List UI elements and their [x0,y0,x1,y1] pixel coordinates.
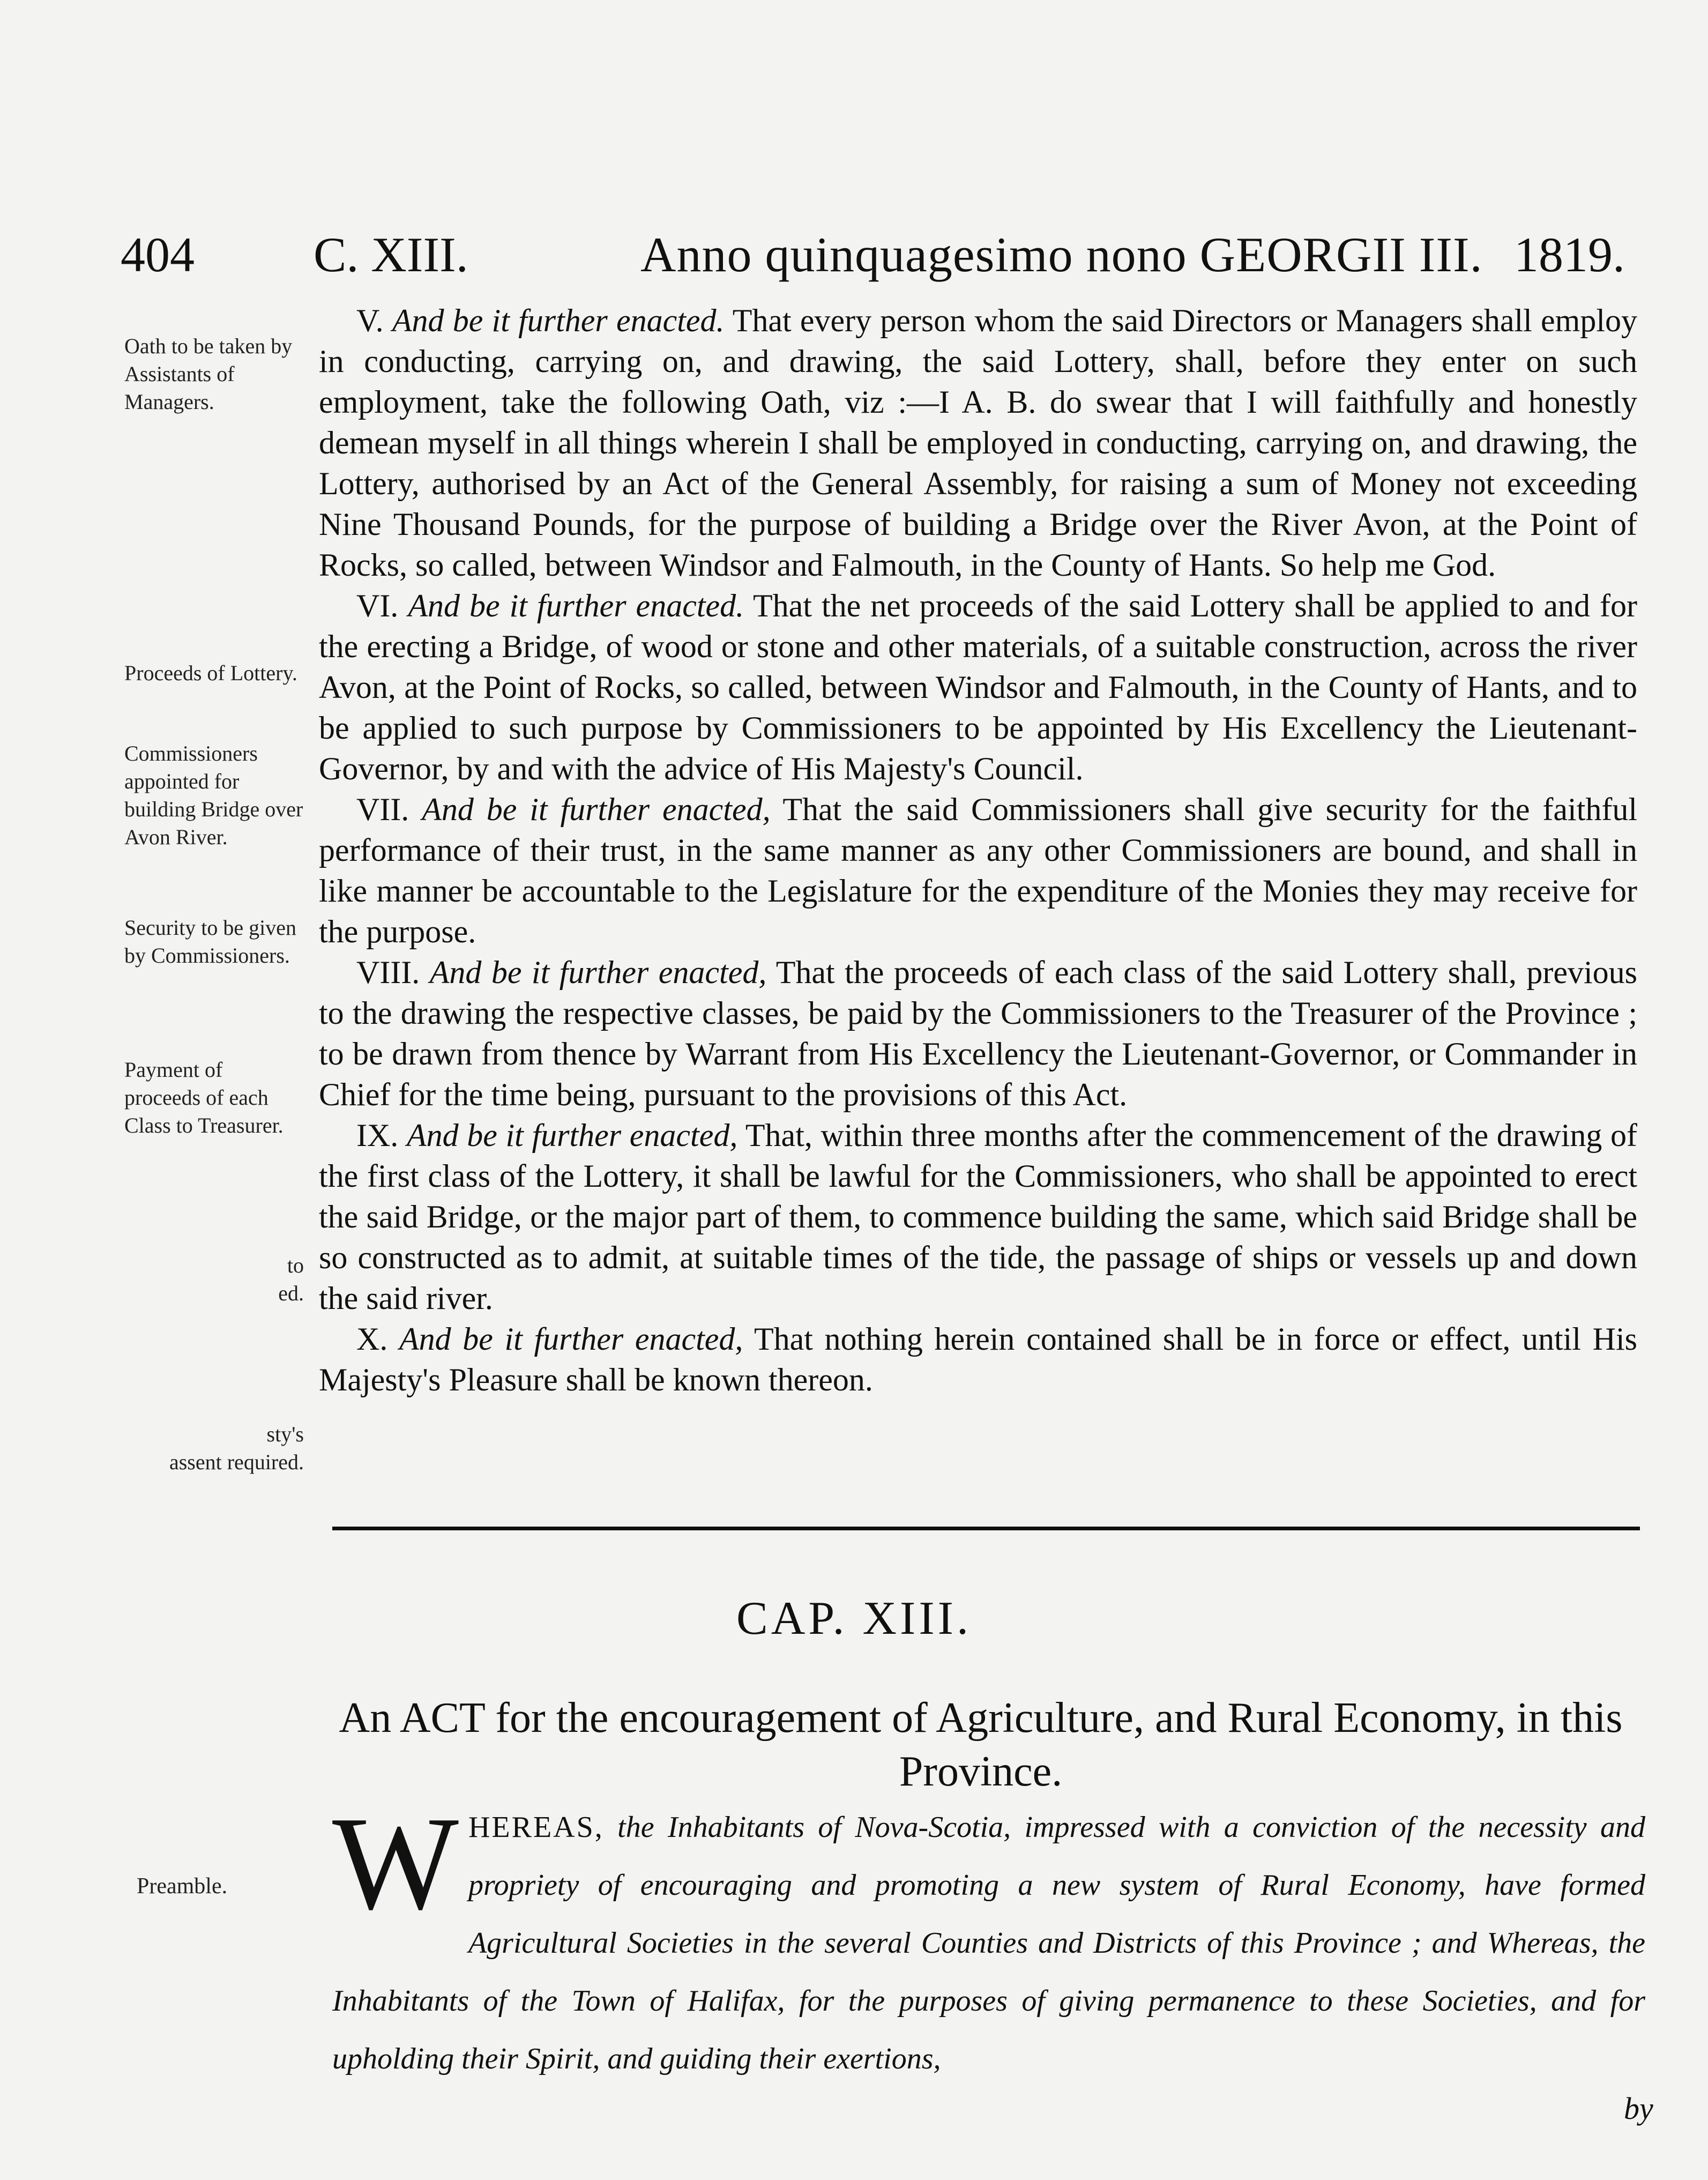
preamble-body: the Inhabitants of Nova-Scotia, impressed with a conviction of the necessity and propriety of encouraging and promoting a new system of Rural Economy, have formed Agricultural Societies in the several Counties and Districts of this Province ; and Whereas, the Inhabitants of the Town of Halifax, for the purposes of giving permanence to these Societies, and for upholding their Spirit, and guiding their exertions, [332,1811,1645,2075]
catchword: by [1624,2091,1653,2126]
section-divider [332,1527,1640,1530]
section-lead: And be it further enacted. [392,303,725,338]
margin-note-payment: Payment of proceeds of each Class to Treasurer. [124,1058,284,1137]
section-number: VII. [356,792,409,827]
margin-note-proceeds: Proceeds of Lottery. [124,661,297,685]
margin-note-fragment-majesty: sty's [266,1422,304,1446]
margin-note-security: Security to be given by Commissioners. [124,916,297,968]
drop-cap: W [332,1789,459,1938]
chapter-heading: CAP. XIII. [736,1593,972,1645]
section-vi [319,585,1637,789]
section-number: X. [356,1321,388,1357]
section-text: That, within three months after the commencement of the drawing of the first class of the Lottery, it shall be lawful for the Commissioners, who shall be appointed to erect the said Bridge, or the major part of them, to commence building the same, which said Bridge shall be so constructed as to admit, at suitable times of the tide, the passage of ships or vessels up and down the said river. [319,1118,1638,1316]
preamble-opening: HEREAS, [468,1811,604,1844]
section-number: VI. [356,588,399,623]
section-number: VIII. [356,955,420,990]
act-title: An ACT for the encouragement of Agriculture, and Rural Economy, in this Province. [339,1694,1623,1795]
section-lead: And be it further enacted. [408,588,744,623]
section-number: V. [356,303,384,338]
margin-note-commissioners: Commissioners appointed for building Bridge over Avon River. [124,741,303,849]
margin-note-assent: assent required. [169,1450,304,1474]
running-title: Anno quinquagesimo nono GEORGII III. [640,227,1483,282]
section-text: That every person whom the said Directors or Managers shall employ in conducting, carrying on, and drawing, the said Lottery, shall, before they enter on such employment, take the following Oath, viz :—I A. B. do swear that I will faithfully and honestly demean myself in all things wherein I shall be employed in conducting, carrying on, and drawing, the Lottery, authorised by an Act of the General Assembly, for raising a sum of Money not exceeding Nine Thousand Pounds, for the purpose of building a Bridge over the River Avon, at the Point of Rocks, so called, between Windsor and Falmouth, in the County of Hants. So help me God. [319,303,1638,583]
section-lead: And be it further enacted, [422,792,771,827]
section-text: That the net proceeds of the said Lottery shall be applied to and for the erecting a Bridge, of wood or stone and other materials, of a suitable construction, across the river Avon, at the Point of Rocks, so called, between Windsor and Falmouth, in the County of Hants, and to be applied to such purpose by Commissioners to be appointed by His Excellency the Lieutenant-Governor, by and with the advice of His Majesty's Council. [319,588,1638,786]
section-text: That the said Commissioners shall give security for the faithful performance of their trust, in the same manner as any other Commissioners are bound, and shall in like manner be accountable to the Legislature for the expenditure of the Monies they may receive for the purpose. [319,792,1638,949]
statute-body [319,300,1637,1400]
margin-note-preamble: Preamble. [137,1874,228,1899]
section-text: That nothing herein contained shall be in force or effect, until His Majesty's Pleasure shall be known thereon. [319,1321,1638,1397]
section-viii [319,952,1637,1115]
section-vii [319,789,1637,952]
year: 1819. [1514,227,1625,282]
section-lead: And be it further enacted, [406,1118,738,1153]
section-lead: And be it further enacted, [399,1321,743,1357]
section-x [319,1319,1637,1400]
section-text: That the proceeds of each class of the said Lottery shall, previous to the drawing the respective classes, be paid by the Commissioners to the Treasurer of the Province ; to be drawn from thence by Warrant from His Excellency the Lieutenant-Governor, or Commander in Chief for the time being, pursuant to the provisions of this Act. [319,955,1638,1112]
page-number: 404 [121,227,195,282]
section-ix [319,1115,1637,1319]
margin-note-oath: Oath to be taken by Assistants of Managers. [124,334,293,414]
section-lead: And be it further enacted, [429,955,767,990]
preamble-text [332,1789,1645,2088]
margin-note-fragment-to: to [287,1253,304,1277]
section-v [319,300,1637,585]
section-number: IX. [356,1118,399,1153]
margin-note-fragment-ed: ed. [278,1281,304,1305]
chapter-label: C. XIII. [314,227,468,282]
